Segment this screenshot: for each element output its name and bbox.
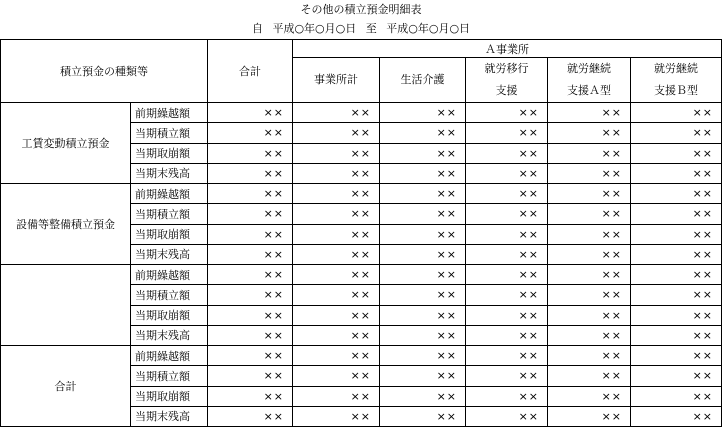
- value-cell: ××: [631, 346, 722, 366]
- value-cell: ××: [466, 386, 548, 406]
- value-cell: ××: [631, 366, 722, 386]
- value-cell: ××: [466, 244, 548, 264]
- value-cell: ××: [293, 346, 380, 366]
- value-cell: ××: [208, 325, 293, 345]
- value-cell: ××: [293, 204, 380, 224]
- value-cell: ××: [380, 346, 466, 366]
- value-cell: ××: [293, 366, 380, 386]
- value-cell: ××: [293, 103, 380, 123]
- value-cell: ××: [208, 204, 293, 224]
- value-cell: ××: [631, 163, 722, 183]
- value-cell: ××: [548, 103, 631, 123]
- value-cell: ××: [208, 123, 293, 143]
- value-cell: ××: [548, 123, 631, 143]
- value-cell: ××: [631, 123, 722, 143]
- value-cell: ××: [208, 103, 293, 123]
- value-cell: ××: [631, 103, 722, 123]
- value-cell: ××: [466, 305, 548, 325]
- value-cell: ××: [380, 244, 466, 264]
- table-row: [1, 103, 722, 123]
- value-cell: ××: [548, 244, 631, 264]
- value-cell: ××: [466, 163, 548, 183]
- value-cell: ××: [631, 386, 722, 406]
- value-cell: ××: [548, 325, 631, 345]
- value-cell: ××: [208, 224, 293, 244]
- value-cell: ××: [548, 163, 631, 183]
- value-cell: ××: [293, 386, 380, 406]
- value-cell: ××: [293, 305, 380, 325]
- value-cell: ××: [466, 346, 548, 366]
- value-cell: ××: [548, 224, 631, 244]
- value-cell: ××: [466, 123, 548, 143]
- row-label: 前期繰越額: [131, 184, 208, 204]
- value-cell: ××: [208, 346, 293, 366]
- value-cell: ××: [548, 265, 631, 285]
- value-cell: ××: [208, 184, 293, 204]
- header-column: 就労継続 支援Ｂ型: [631, 58, 722, 103]
- value-cell: ××: [631, 325, 722, 345]
- period-from-date: 平成○年○月○日: [272, 22, 357, 35]
- value-cell: ××: [380, 406, 466, 426]
- row-label: 前期繰越額: [131, 265, 208, 285]
- value-cell: ××: [466, 143, 548, 163]
- table-row: [1, 184, 722, 204]
- period-range: [0, 21, 722, 37]
- table-row: [1, 265, 722, 285]
- value-cell: ××: [631, 224, 722, 244]
- header-column: 生活介護: [380, 58, 466, 103]
- value-cell: ××: [293, 123, 380, 143]
- table-body: [1, 103, 722, 427]
- value-cell: ××: [380, 143, 466, 163]
- value-cell: ××: [380, 163, 466, 183]
- value-cell: ××: [466, 366, 548, 386]
- row-label: 当期取崩額: [131, 143, 208, 163]
- group-name: 設備等整備積立預金: [1, 184, 131, 265]
- value-cell: ××: [380, 103, 466, 123]
- value-cell: ××: [631, 143, 722, 163]
- page-title: その他の積立預金明細表: [300, 3, 422, 16]
- value-cell: ××: [466, 265, 548, 285]
- value-cell: ××: [380, 184, 466, 204]
- row-label: 当期取崩額: [131, 224, 208, 244]
- reserve-deposit-table: [0, 39, 722, 427]
- value-cell: ××: [466, 325, 548, 345]
- table-row: [1, 346, 722, 366]
- header-column: 就労継続 支援Ａ型: [548, 58, 631, 103]
- value-cell: ××: [293, 143, 380, 163]
- value-cell: ××: [380, 285, 466, 305]
- value-cell: ××: [293, 406, 380, 426]
- value-cell: ××: [208, 386, 293, 406]
- value-cell: ××: [631, 184, 722, 204]
- value-cell: ××: [380, 305, 466, 325]
- value-cell: ××: [293, 325, 380, 345]
- row-label: 当期取崩額: [131, 305, 208, 325]
- header-column: 就労移行 支援: [466, 58, 548, 103]
- value-cell: ××: [293, 224, 380, 244]
- value-cell: ××: [380, 386, 466, 406]
- value-cell: ××: [208, 265, 293, 285]
- value-cell: ××: [466, 285, 548, 305]
- value-cell: ××: [548, 406, 631, 426]
- group-name: [1, 265, 131, 346]
- row-label: 当期末残高: [131, 244, 208, 264]
- row-label: 当期積立額: [131, 366, 208, 386]
- row-label: 当期末残高: [131, 325, 208, 345]
- value-cell: ××: [631, 305, 722, 325]
- value-cell: ××: [631, 244, 722, 264]
- row-label: 当期取崩額: [131, 386, 208, 406]
- value-cell: ××: [548, 305, 631, 325]
- value-cell: ××: [548, 346, 631, 366]
- period-to-label: 至: [365, 22, 377, 35]
- header-category: 積立預金の種類等: [1, 40, 208, 103]
- row-label: 当期積立額: [131, 204, 208, 224]
- value-cell: ××: [380, 325, 466, 345]
- value-cell: ××: [631, 406, 722, 426]
- value-cell: ××: [631, 285, 722, 305]
- value-cell: ××: [380, 265, 466, 285]
- value-cell: ××: [548, 143, 631, 163]
- value-cell: ××: [631, 204, 722, 224]
- value-cell: ××: [548, 386, 631, 406]
- value-cell: ××: [293, 285, 380, 305]
- row-label: 当期積立額: [131, 123, 208, 143]
- value-cell: ××: [208, 143, 293, 163]
- row-label: 当期末残高: [131, 406, 208, 426]
- row-label: 前期繰越額: [131, 103, 208, 123]
- value-cell: ××: [208, 406, 293, 426]
- value-cell: ××: [380, 123, 466, 143]
- value-cell: ××: [380, 366, 466, 386]
- header-total: 合計: [208, 40, 293, 103]
- value-cell: ××: [466, 406, 548, 426]
- header-column: 事業所計: [293, 58, 380, 103]
- row-label: 当期積立額: [131, 285, 208, 305]
- value-cell: ××: [208, 163, 293, 183]
- value-cell: ××: [466, 103, 548, 123]
- value-cell: ××: [466, 204, 548, 224]
- value-cell: ××: [293, 244, 380, 264]
- group-name: 工賃変動積立預金: [1, 103, 131, 184]
- period-to-date: 平成○年○月○日: [386, 22, 471, 35]
- value-cell: ××: [548, 184, 631, 204]
- group-name: 合計: [1, 346, 131, 427]
- value-cell: ××: [293, 163, 380, 183]
- value-cell: ××: [380, 224, 466, 244]
- value-cell: ××: [466, 224, 548, 244]
- value-cell: ××: [548, 366, 631, 386]
- value-cell: ××: [380, 204, 466, 224]
- header-office: Ａ事業所: [293, 40, 722, 58]
- value-cell: ××: [466, 184, 548, 204]
- value-cell: ××: [208, 285, 293, 305]
- value-cell: ××: [631, 265, 722, 285]
- row-label: 当期末残高: [131, 163, 208, 183]
- value-cell: ××: [208, 305, 293, 325]
- period-from-label: 自: [251, 22, 263, 35]
- value-cell: ××: [293, 265, 380, 285]
- value-cell: ××: [548, 204, 631, 224]
- value-cell: ××: [548, 285, 631, 305]
- value-cell: ××: [293, 184, 380, 204]
- value-cell: ××: [208, 244, 293, 264]
- row-label: 前期繰越額: [131, 346, 208, 366]
- value-cell: ××: [208, 366, 293, 386]
